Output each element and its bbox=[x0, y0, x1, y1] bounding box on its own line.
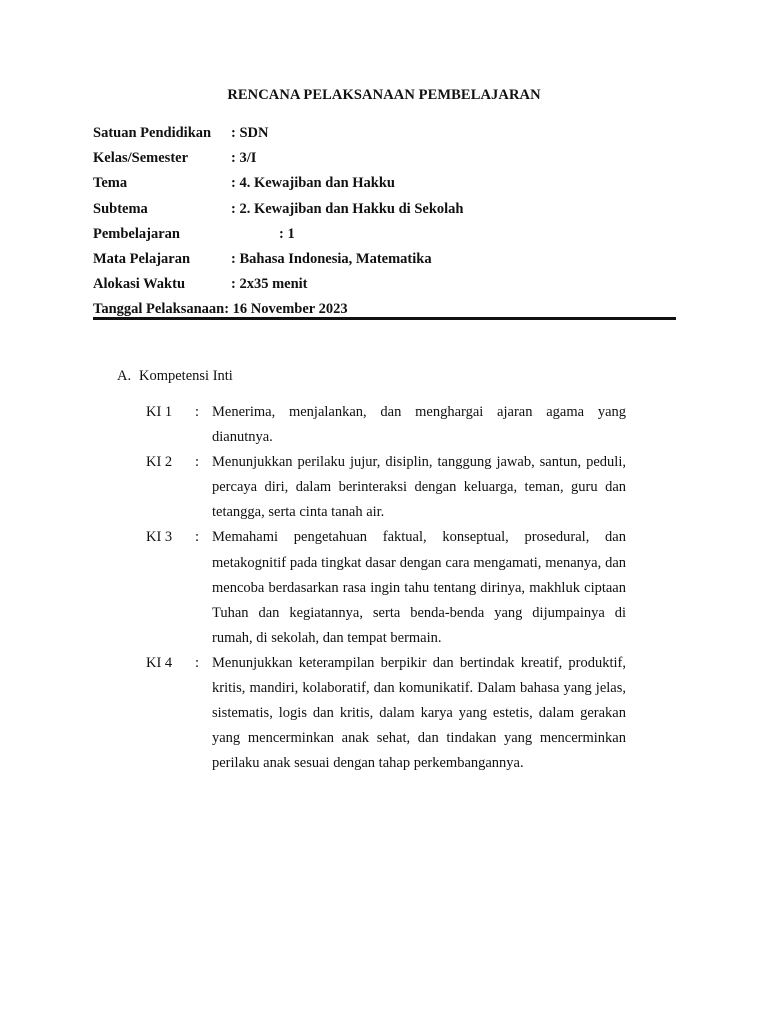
ki-item bbox=[146, 400, 626, 450]
ki-colon: : bbox=[195, 654, 200, 671]
info-label: Mata Pelajaran bbox=[93, 250, 191, 267]
info-value: : 4. Kewajiban dan Hakku bbox=[231, 175, 395, 192]
ki-code: KI 4 bbox=[146, 654, 173, 671]
info-label: Tanggal Pelaksanaan: 16 November 2023 bbox=[93, 301, 348, 318]
info-value: : 3/I bbox=[231, 150, 257, 167]
info-label: Alokasi Waktu bbox=[93, 276, 186, 293]
info-row-tanggal-pelaksanaan bbox=[93, 299, 683, 324]
ki-item bbox=[146, 651, 626, 776]
ki-text: Menunjukkan perilaku jujur, disiplin, tanggung jawab, santun, peduli, percaya diri, dalam berinteraksi dengan keluarga, teman, guru dan tetangga, serta cinta tanah air. bbox=[212, 454, 626, 521]
info-label: Tema bbox=[93, 175, 128, 192]
ki-code: KI 1 bbox=[146, 404, 173, 420]
ki-item bbox=[146, 450, 626, 525]
ki-code: KI 2 bbox=[146, 454, 173, 471]
header-divider bbox=[93, 317, 676, 320]
info-row-tema bbox=[93, 173, 683, 198]
ki-text: Menerima, menjalankan, dan menghargai ajaran agama yang dianutnya. bbox=[212, 404, 626, 446]
ki-text: Memahami pengetahuan faktual, konseptual, prosedural, dan metakognitif pada tingkat dasar dengan cara mengamati, menanya, dan mencoba berdasarkan rasa ingin tahu tentang dirinya, makhluk ciptaan Tuhan dan kegiatannya, serta benda-benda yang dijumpainya di rumah, di sekolah, dan tempat bermain. bbox=[212, 529, 626, 646]
info-label: Kelas/Semester bbox=[93, 150, 189, 167]
info-row-kelas-semester bbox=[93, 148, 683, 173]
info-value: : Bahasa Indonesia, Matematika bbox=[231, 250, 432, 267]
info-value: : 2x35 menit bbox=[231, 276, 308, 293]
info-row-satuan-pendidikan bbox=[93, 123, 683, 148]
ki-colon: : bbox=[195, 454, 200, 471]
document-title: RENCANA PELAKSANAAN PEMBELAJARAN bbox=[227, 87, 541, 103]
info-row-subtema bbox=[93, 199, 683, 224]
info-row-mata-pelajaran bbox=[93, 249, 683, 274]
section-title: Kompetensi Inti bbox=[139, 368, 233, 384]
section-marker: A. bbox=[117, 368, 132, 384]
info-label: Satuan Pendidikan bbox=[93, 125, 212, 141]
ki-item bbox=[146, 525, 626, 650]
ki-colon: : bbox=[195, 404, 200, 420]
ki-colon: : bbox=[195, 529, 200, 546]
kompetensi-inti-list bbox=[146, 400, 626, 776]
info-value: : 1 bbox=[279, 225, 295, 242]
info-value: : SDN bbox=[231, 125, 269, 141]
ki-text: Menunjukkan keterampilan berpikir dan bertindak kreatif, produktif, kritis, mandiri, kolaboratif, dan komunikatif. Dalam bahasa yang jelas, sistematis, logis dan kritis, dalam karya yang estetis, dalam gerakan yang mencerminkan anak sehat, dan tindakan yang mencerminkan perilaku anak sesuai dengan tahap perkembangannya. bbox=[212, 654, 626, 772]
info-row-alokasi-waktu bbox=[93, 274, 683, 299]
ki-code: KI 3 bbox=[146, 529, 173, 546]
info-label: Pembelajaran bbox=[93, 225, 180, 242]
section-heading-kompetensi-inti bbox=[117, 366, 233, 386]
identity-table bbox=[93, 123, 683, 325]
info-value: : 2. Kewajiban dan Hakku di Sekolah bbox=[231, 200, 464, 217]
info-label: Subtema bbox=[93, 200, 148, 217]
info-row-pembelajaran bbox=[93, 224, 683, 249]
